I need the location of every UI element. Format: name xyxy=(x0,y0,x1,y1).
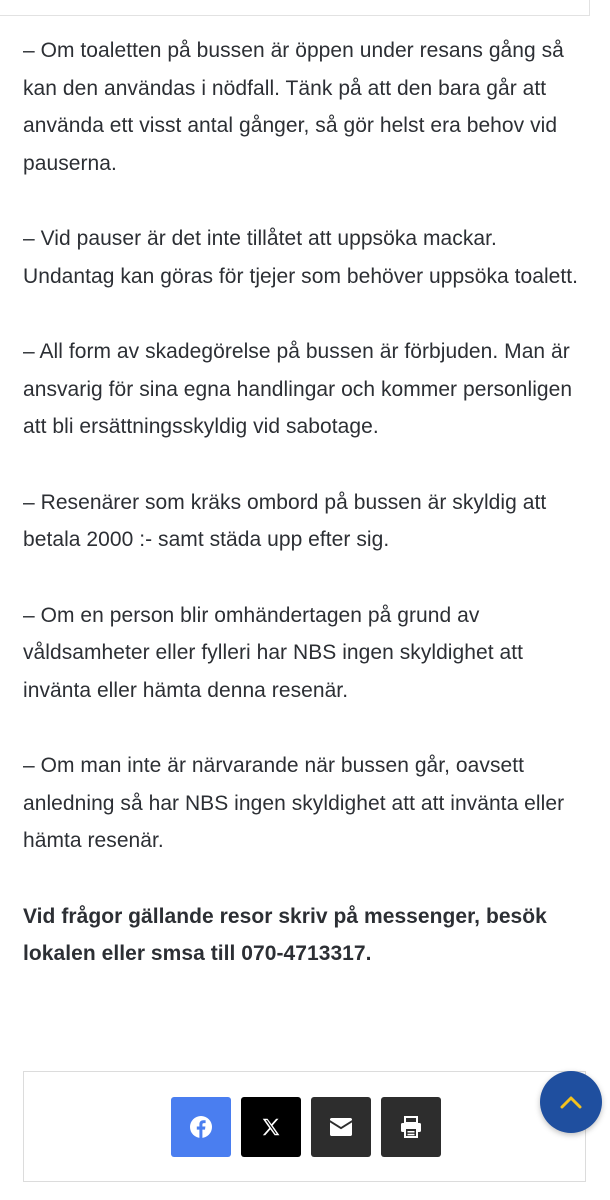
rule-vandalism: – All form av skadegörelse på bussen är förbjuden. Man är ansvarig för sina egna handlingar och kommer personligen att bli ersättningsskyldig vid sabotage. xyxy=(23,340,573,438)
chevron-up-icon xyxy=(560,1095,582,1109)
rule-pauses: – Vid pauser är det inte tillåtet att uppsöka mackar. Undantag kan göras för tjejer som behöver uppsöka toalett. xyxy=(23,227,579,288)
rule-custody: – Om en person blir omhändertagen på grund av våldsamheter eller fylleri har NBS ingen skyldighet att invänta eller hämta denna resenär. xyxy=(23,603,523,702)
share-buttons xyxy=(171,1097,441,1157)
contact-note: Vid frågor gällande resor skriv på messenger, besök lokalen eller smsa till 070-4713317. xyxy=(23,904,547,965)
rule-absence: – Om man inte är närvarande när bussen går, oavsett anledning så har NBS ingen skyldighet att att invänta eller hämta resenär. xyxy=(23,754,565,852)
share-print-button[interactable] xyxy=(381,1097,441,1157)
rule-toilet: – Om toaletten på bussen är öppen under resans gång så kan den användas i nödfall. Tänk på att den bara går att använda ett visst antal gånger, så gör helst era behov vid pauserna. xyxy=(23,39,564,175)
facebook-icon xyxy=(189,1115,213,1139)
scroll-to-top-button[interactable] xyxy=(540,1071,602,1133)
share-facebook-button[interactable] xyxy=(171,1097,231,1157)
rule-vomiting: – Resenärer som kräks ombord på bussen är skyldig att betala 2000 :- samt städa upp efter sig. xyxy=(23,490,547,551)
share-email-button[interactable] xyxy=(311,1097,371,1157)
x-icon xyxy=(260,1116,282,1138)
header-bar-edge xyxy=(0,0,590,16)
email-icon xyxy=(329,1117,353,1137)
print-icon xyxy=(399,1115,423,1139)
share-x-button[interactable] xyxy=(241,1097,301,1157)
article-body xyxy=(23,32,588,1011)
share-box xyxy=(23,1071,586,1182)
